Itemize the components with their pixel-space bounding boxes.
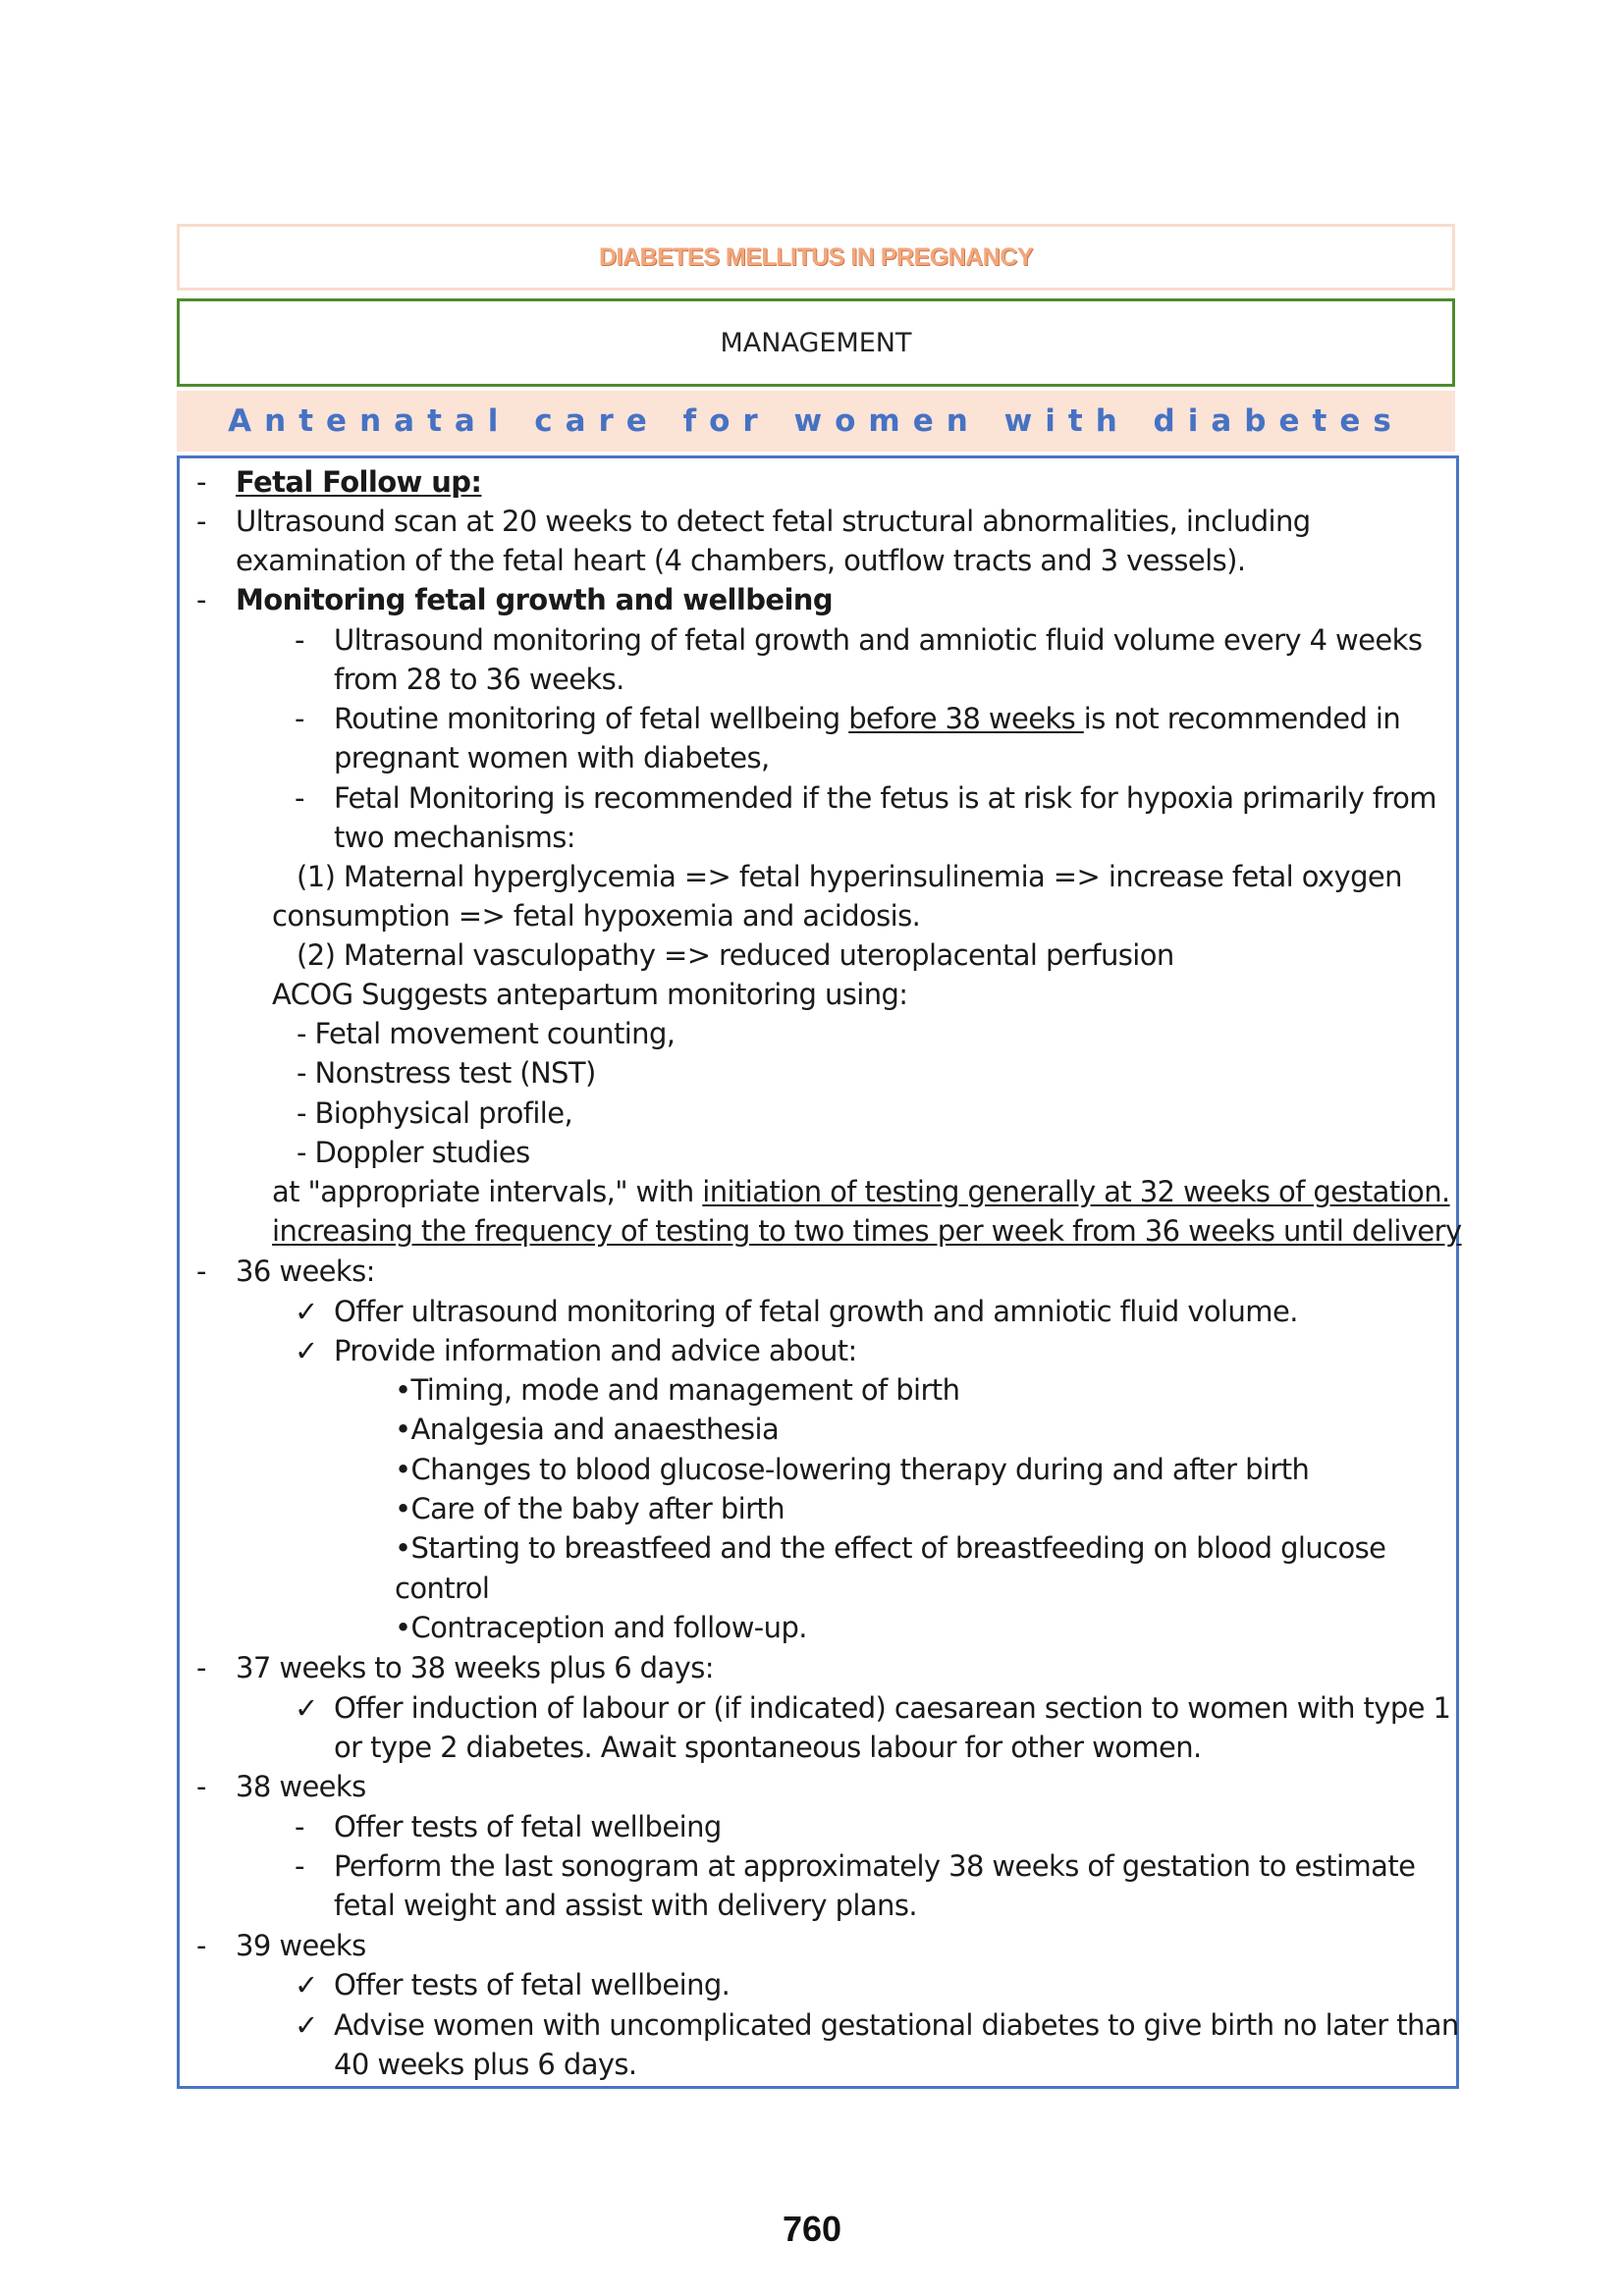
routine-text-a: Routine monitoring of fetal wellbeing <box>334 702 849 735</box>
growth-line-2: from 28 to 36 weeks. <box>334 663 624 696</box>
subsection-title: Antenatal care for women with diabetes <box>228 403 1404 439</box>
mechanism-1-line-1: (1) Maternal hyperglycemia => fetal hyperinsulinemia => increase fetal oxygen <box>297 860 1402 893</box>
week-39-line-2: Advise women with uncomplicated gestational diabetes to give birth no later than <box>334 2008 1459 2042</box>
dash-marker: - <box>295 781 305 815</box>
week-36-bullet: •Care of the baby after birth <box>395 1492 785 1525</box>
fetal-monitoring-line-1: Fetal Monitoring is recommended if the fetus is at risk for hypoxia primarily from <box>334 781 1436 815</box>
subsection-banner <box>177 391 1455 452</box>
week-38-heading: 38 weeks <box>236 1770 366 1803</box>
week-37-line-1: Offer induction of labour or (if indicated) caesarean section to women with type 1 <box>334 1691 1451 1725</box>
mechanism-1-line-2: consumption => fetal hypoxemia and acidosis. <box>272 899 921 933</box>
week-37-heading: 37 weeks to 38 weeks plus 6 days: <box>236 1651 714 1684</box>
check-icon: ✓ <box>295 1691 319 1725</box>
week-36-bullet: •Contraception and follow-up. <box>395 1611 807 1644</box>
week-39-line-3: 40 weeks plus 6 days. <box>334 2048 637 2081</box>
acog-item: - Fetal movement counting, <box>297 1017 676 1050</box>
week-36-bullet: •Starting to breastfeed and the effect of breastfeeding on blood glucose <box>395 1531 1386 1565</box>
week-39-heading: 39 weeks <box>236 1929 366 1962</box>
dash-marker: - <box>196 465 207 499</box>
acog-item: - Nonstress test (NST) <box>297 1056 596 1090</box>
ultrasound-line-1: Ultrasound scan at 20 weeks to detect fetal structural abnormalities, including <box>236 505 1311 538</box>
dash-marker: - <box>196 1770 207 1803</box>
dash-marker: - <box>196 1651 207 1684</box>
interval-line-2: increasing the frequency of testing to two times per week from 36 weeks until delivery <box>272 1214 1462 1248</box>
fetal-monitoring-line-2: two mechanisms: <box>334 821 575 854</box>
week-36-info: Provide information and advice about: <box>334 1334 857 1367</box>
dash-marker: - <box>295 702 305 735</box>
page-number: 760 <box>782 2209 842 2249</box>
growth-line-1: Ultrasound monitoring of fetal growth and amniotic fluid volume every 4 weeks <box>334 623 1423 657</box>
check-icon: ✓ <box>295 1968 319 2002</box>
week-36-bullet: •Timing, mode and management of birth <box>395 1373 960 1407</box>
interval-text-underlined: initiation of testing generally at 32 weeks of gestation. <box>702 1175 1450 1208</box>
dash-marker: - <box>295 1849 305 1883</box>
week-36-offer: Offer ultrasound monitoring of fetal growth and amniotic fluid volume. <box>334 1295 1298 1328</box>
week-38-line-3: fetal weight and assist with delivery plans. <box>334 1889 917 1922</box>
routine-line-2: pregnant women with diabetes, <box>334 741 770 774</box>
dash-marker: - <box>196 1255 207 1288</box>
dash-marker: - <box>196 505 207 538</box>
ultrasound-line-2: examination of the fetal heart (4 chambers, outflow tracts and 3 vessels). <box>236 544 1246 577</box>
acog-item: - Biophysical profile, <box>297 1096 573 1130</box>
week-36-heading: 36 weeks: <box>236 1255 375 1288</box>
week-39-line-1: Offer tests of fetal wellbeing. <box>334 1968 731 2002</box>
monitoring-heading: Monitoring fetal growth and wellbeing <box>236 583 834 616</box>
mechanism-2: (2) Maternal vasculopathy => reduced uteroplacental perfusion <box>297 938 1174 972</box>
acog-item: - Doppler studies <box>297 1136 530 1169</box>
check-icon: ✓ <box>295 2008 319 2042</box>
check-icon: ✓ <box>295 1334 319 1367</box>
fetal-follow-up-heading: Fetal Follow up: <box>236 465 482 499</box>
section-heading: MANAGEMENT <box>720 327 912 358</box>
dash-marker: - <box>295 1810 305 1843</box>
interval-text-a: at "appropriate intervals," with <box>272 1175 703 1208</box>
routine-text-underlined: before 38 weeks <box>848 702 1084 735</box>
document-title-box <box>177 224 1455 291</box>
interval-line-1 <box>272 1172 1450 1211</box>
week-38-line-2: Perform the last sonogram at approximately 38 weeks of gestation to estimate <box>334 1849 1416 1883</box>
dash-marker: - <box>196 1929 207 1962</box>
week-36-bullet: •Analgesia and anaesthesia <box>395 1413 780 1446</box>
week-36-bullet: control <box>395 1572 490 1605</box>
routine-text-c: is not recommended in <box>1083 702 1401 735</box>
section-heading-box <box>177 298 1455 387</box>
acog-line: ACOG Suggests antepartum monitoring using: <box>272 978 908 1011</box>
dash-marker: - <box>196 583 207 616</box>
document-title: DIABETES MELLITUS IN PREGNANCY <box>599 242 1033 271</box>
week-38-line-1: Offer tests of fetal wellbeing <box>334 1810 722 1843</box>
routine-line-1 <box>334 699 1400 738</box>
week-36-bullet: •Changes to blood glucose-lowering therapy during and after birth <box>395 1453 1310 1486</box>
week-37-line-2: or type 2 diabetes. Await spontaneous labour for other women. <box>334 1731 1202 1764</box>
check-icon: ✓ <box>295 1295 319 1328</box>
dash-marker: - <box>295 623 305 657</box>
